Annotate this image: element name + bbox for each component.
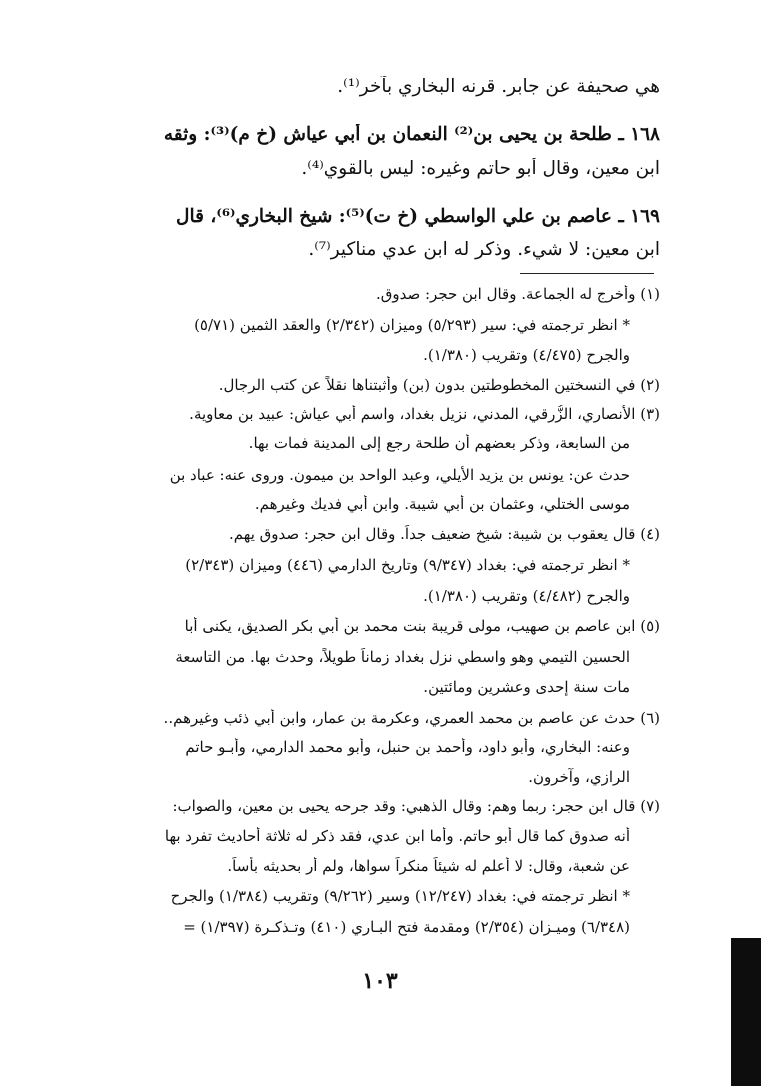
entry-168-heading: ١٦٨ ـ طلحة بن يحيى بن⁽²⁾ النعمان بن أبي عياش (خ م)⁽³⁾: وثقه [163, 124, 660, 145]
footnote-4: (٤) قال يعقوب بن شيبة: شيخ ضعيف جداً. وقال ابن حجر: صدوق يهم. [229, 525, 660, 543]
footnote-7-ref-cont: (٦/٣٤٨) وميـزان (٢/٣٥٤) ومقدمة فتح البـاري (٤١٠) وتـذكـرة (١/٣٩٧) = [183, 918, 630, 936]
footnote-7: (٧) قال ابن حجر: ربما وهم: وقال الذهبي: وقد جرحه يحيى بن معين، والصواب: [172, 797, 660, 815]
footnote-3: (٣) الأنصاري، الزُّرقي، المدني، نزيل بغداد، واسم أبي عياش: عبيد بن معاوية. [189, 405, 660, 423]
footnote-1: (١) وأخرج له الجماعة. وقال ابن حجر: صدوق. [375, 285, 660, 303]
entry-169-heading: ١٦٩ ـ عاصم بن علي الواسطي (خ ت)⁽⁵⁾: شيخ البخاري⁽⁶⁾، قال [176, 206, 660, 227]
footnote-5-cont-2: مات سنة إحدى وعشرين ومائتين. [423, 678, 630, 696]
page-number: ١٠٣ [362, 968, 398, 994]
footnote-7-cont-1: أنه صدوق كما قال أبو حاتم. وأما ابن عدي، فقد ذكر له ثلاثة أحاديث تفرد بها [164, 827, 630, 845]
footnote-7-ref: * انظر ترجمته في: بغداد (١٢/٢٤٧) وسير (٩/٢٦٢) وتقريب (١/٣٨٤) والجرح [170, 887, 630, 905]
footnote-5-cont-1: الحسين التيمي وهو واسطي نزل بغداد زماناً طويلاً، وحدث بها. من التاسعة [175, 648, 630, 666]
footnote-2: (٢) في النسختين المخطوطتين بدون (بن) وأثبتناها نقلاً عن كتب الرجال. [218, 376, 660, 394]
footnote-divider [520, 273, 654, 274]
body-line-1: هي صحيفة عن جابر. قرنه البخاري بآخر⁽¹⁾. [337, 76, 660, 97]
footnote-3-cont-2: حدث عن: يونس بن يزيد الأيلي، وعبد الواحد بن ميمون. وروى عنه: عباد بن [169, 466, 630, 484]
footnote-1-ref: * انظر ترجمته في: سير (٥/٢٩٣) وميزان (٢/٣٤٢) والعقد الثمين (٥/٧١) [194, 316, 630, 334]
footnote-6-cont-2: الرازي، وآخرون. [528, 768, 630, 786]
footnote-5: (٥) ابن عاصم بن صهيب، مولى قريبة بنت محمد بن أبي بكر الصديق، يكنى أبا [184, 617, 660, 635]
footnote-7-cont-2: عن شعبة، وقال: لا أعلم له شيئاً منكراً سواها، ولم أر بحديثه بأساً. [227, 857, 630, 875]
footnote-3-cont-1: من السابعة، وذكر بعضهم أن طلحة رجع إلى المدينة فمات بها. [248, 434, 630, 452]
body-line-3: ابن معين، وقال أبو حاتم وغيره: ليس بالقوي⁽⁴⁾. [301, 158, 660, 179]
footnote-6: (٦) حدث عن عاصم بن محمد العمري، وعكرمة بن عمار، وابن أبي ذئب وغيرهم.. [163, 709, 660, 727]
scan-edge-shadow [731, 938, 761, 1086]
footnote-6-cont-1: وعنه: البخاري، وأبو داود، وأحمد بن حنبل، وأبو محمد الدارمي، وأبـو حاتم [185, 738, 630, 756]
footnote-1-ref-cont: والجرح (٤/٤٧٥) وتقريب (١/٣٨٠). [423, 346, 630, 364]
footnote-3-cont-3: موسى الختلي، وعثمان بن أبي شيبة. وابن أبي فديك وغيرهم. [254, 495, 630, 513]
body-line-5: ابن معين: لا شيء. وذكر له ابن عدي مناكير⁽⁷⁾. [308, 239, 660, 260]
footnote-4-ref-cont: والجرح (٤/٤٨٢) وتقريب (١/٣٨٠). [423, 587, 630, 605]
footnote-4-ref: * انظر ترجمته في: بغداد (٩/٣٤٧) وتاريخ الدارمي (٤٤٦) وميزان (٢/٣٤٣) [185, 556, 630, 574]
